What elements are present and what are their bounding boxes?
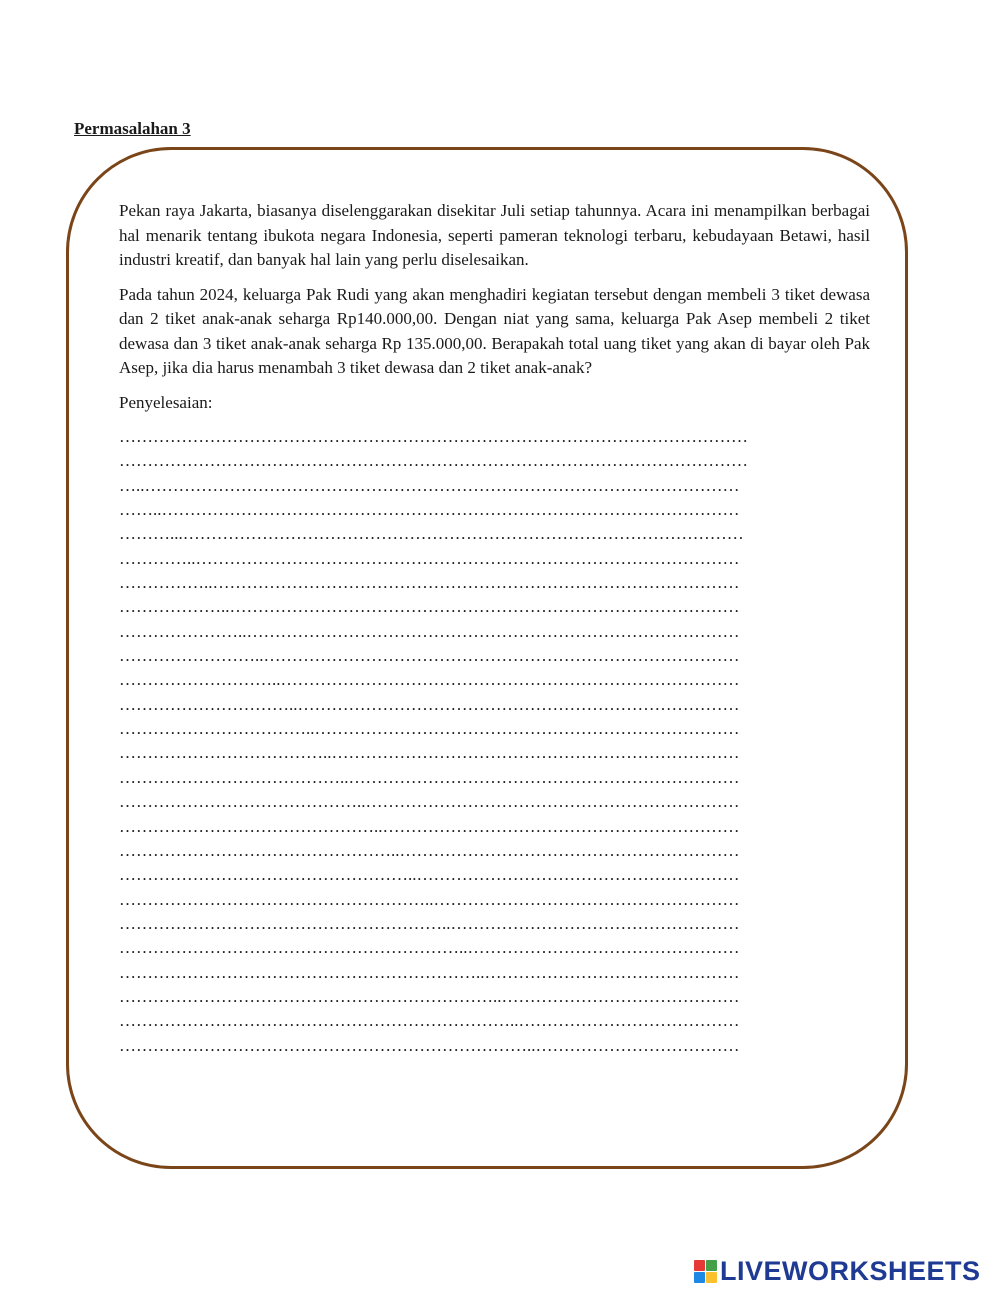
brand-logo: [694, 1256, 981, 1286]
page-heading: Permasalahan 3: [74, 119, 191, 138]
answer-line[interactable]: ……………………………………………………..…………………………………………: [119, 938, 740, 958]
answer-line[interactable]: ………………………………………………………………..………………………………: [119, 1035, 740, 1055]
answer-line[interactable]: ……………………………………………..…………………………………………………: [119, 865, 740, 885]
answer-lines: [119, 425, 870, 1058]
answer-line[interactable]: …………………………..……………………………………………………………………: [119, 694, 740, 714]
answer-line[interactable]: ………………………………………………..………………………………………………: [119, 889, 740, 909]
answer-line[interactable]: …………………………………………………………………………………………………: [119, 451, 748, 471]
answer-line[interactable]: ……………………………………..…………………………………………………………: [119, 792, 740, 812]
logo-square: [706, 1260, 717, 1271]
logo-square: [694, 1260, 705, 1271]
answer-line[interactable]: ……………………………………………………………..…………………………………: [119, 1011, 740, 1031]
answer-line[interactable]: …………………………………..……………………………………………………………: [119, 767, 740, 787]
answer-line[interactable]: ……..…………………………………………………………………………………………: [119, 500, 740, 520]
answer-line[interactable]: …………..……………………………………………………………………………………: [119, 548, 740, 568]
answer-line[interactable]: …………………………………………………………..……………………………………: [119, 986, 740, 1006]
answer-line[interactable]: ………………………………..………………………………………………………………: [119, 743, 740, 763]
answer-line[interactable]: ………………………..………………………………………………………………………: [119, 670, 740, 690]
answer-label: Penyelesaian:: [119, 392, 213, 412]
answer-line[interactable]: …..……………………………………………………………………………………………: [119, 475, 740, 495]
answer-line[interactable]: ………………………………………………………..………………………………………: [119, 962, 740, 982]
brand-name: LIVEWORKSHEETS: [720, 1256, 981, 1286]
answer-line[interactable]: ……………………..…………………………………………………………………………: [119, 646, 740, 666]
answer-line[interactable]: ……………..…………………………………………………………………………………: [119, 573, 740, 593]
answer-line[interactable]: …………………………………………..……………………………………………………: [119, 840, 740, 860]
problem-content: [119, 199, 870, 1058]
logo-square: [694, 1272, 705, 1283]
answer-line[interactable]: …………………………………………………..……………………………………………: [119, 913, 740, 933]
answer-line[interactable]: …………………..……………………………………………………………………………: [119, 621, 740, 641]
answer-line[interactable]: ………………..………………………………………………………………………………: [119, 597, 740, 617]
answer-line[interactable]: ……………………………..…………………………………………………………………: [119, 719, 740, 739]
liveworksheets-logo-icon: [694, 1260, 717, 1283]
answer-line[interactable]: ………………………………………..………………………………………………………: [119, 816, 740, 836]
logo-square: [706, 1272, 717, 1283]
problem-paragraph: Pekan raya Jakarta, biasanya diselenggarakan disekitar Juli setiap tahunnya. Acara ini menampilkan berbagai hal menarik tentang ibukota negara Indonesia, seperti pameran teknologi terbaru, kebudayaan Betawi, hasil industri kreatif, dan banyak hal lain yang perlu diselesaikan.: [119, 201, 870, 269]
answer-line[interactable]: ………...………………………………………………………………………………………: [119, 524, 744, 544]
answer-line[interactable]: …………………………………………………………………………………………………: [119, 427, 748, 446]
problem-paragraph: Pada tahun 2024, keluarga Pak Rudi yang akan menghadiri kegiatan tersebut dengan membeli 3 tiket dewasa dan 2 tiket anak-anak seharga Rp140.000,00. Dengan niat yang sama, keluarga Pak Asep membeli 2 tiket dewasa dan 3 tiket anak-anak seharga Rp 135.000,00. Berapakah total uang tiket yang akan di bayar oleh Pak Asep, jika dia harus menambah 3 tiket dewasa dan 2 tiket anak-anak?: [119, 284, 870, 377]
